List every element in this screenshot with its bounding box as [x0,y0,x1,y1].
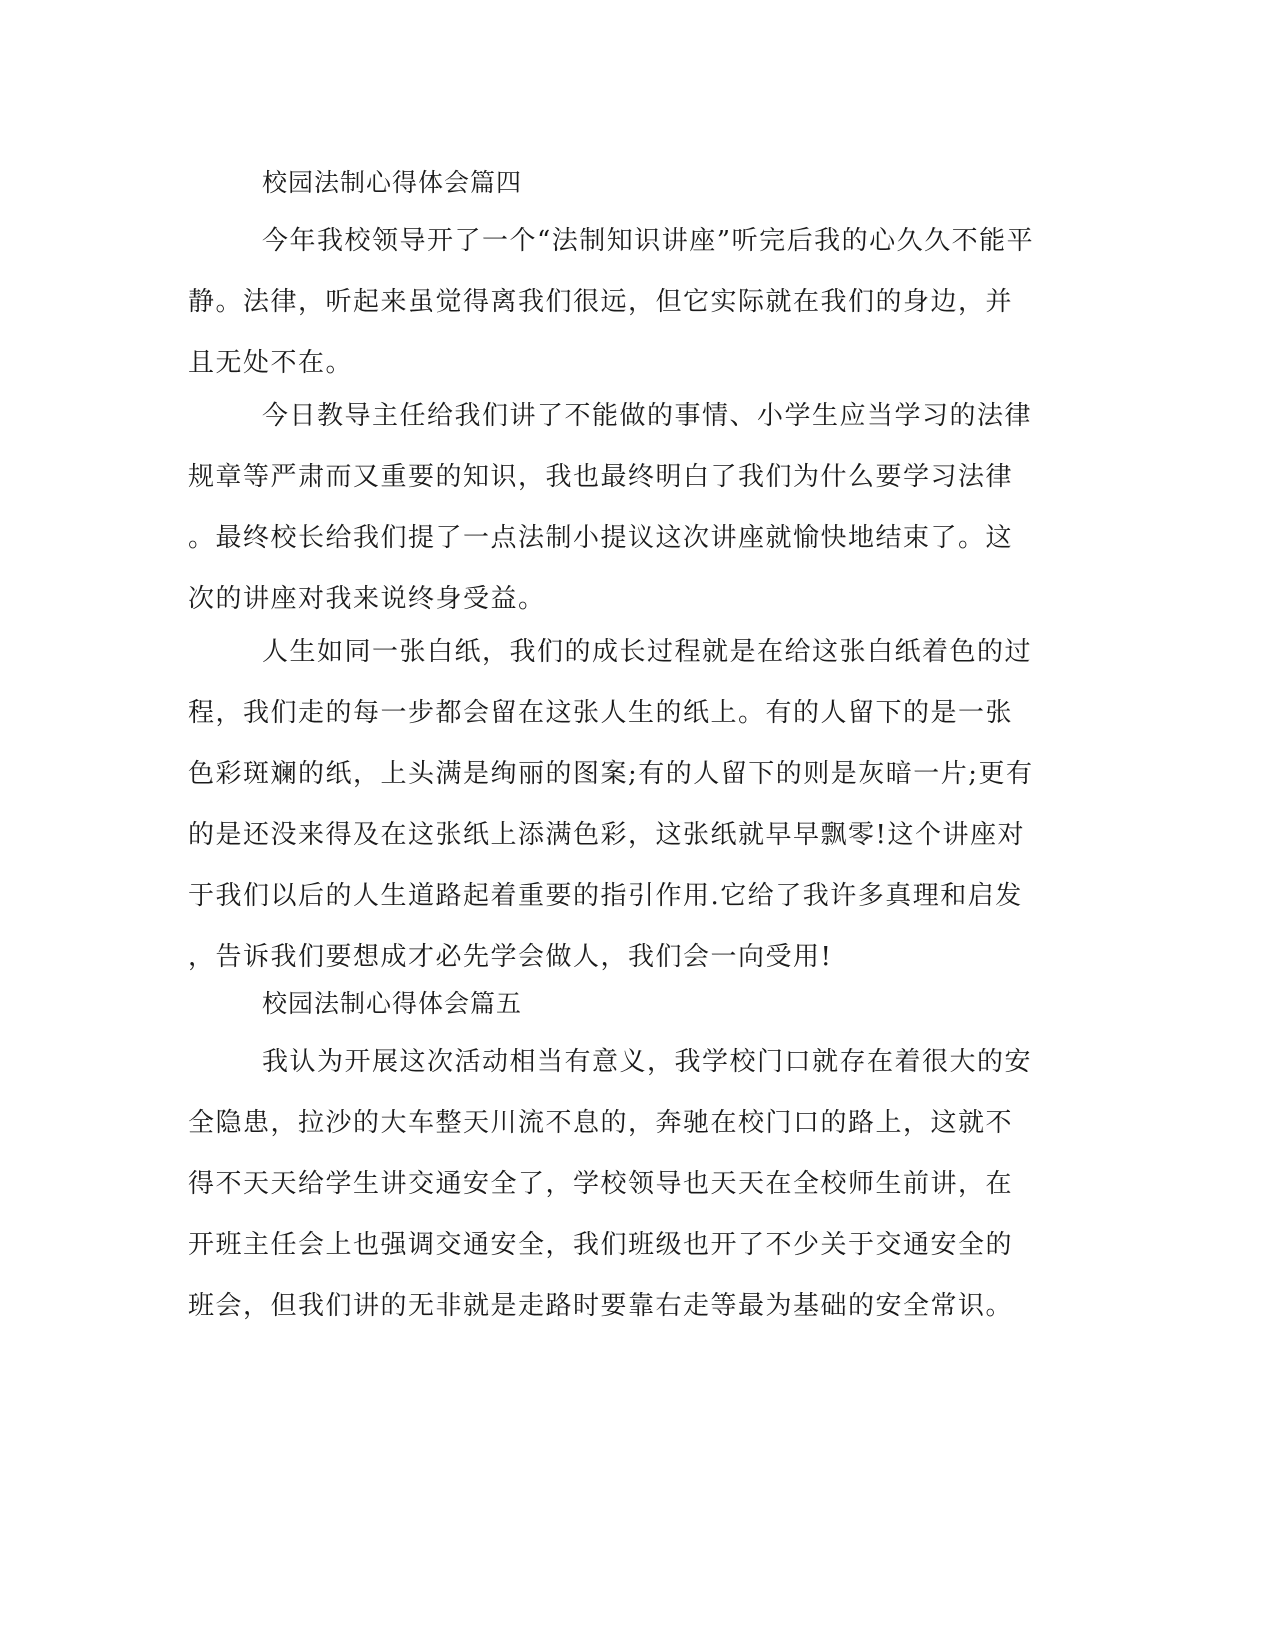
paragraph [188,1032,1068,1337]
paragraph-line: 我认为开展这次活动相当有意义，我学校门口就存在着很大的安 [262,1047,1033,1077]
paragraph-line: 且无处不在。 [188,348,354,378]
paragraph-line: 今年我校领导开了一个“法制知识讲座”听完后我的心久久不能平 [262,226,1035,256]
heading-text: 校园法制心得体会篇四 [262,168,523,197]
paragraph-line: 静。法律，听起来虽觉得离我们很远，但它实际就在我们的身边，并 [188,287,1014,317]
paragraph-line: 于我们以后的人生道路起着重要的指引作用.它给了我许多真理和启发 [188,881,1023,911]
paragraph-line: 人生如同一张白纸，我们的成长过程就是在给这张白纸着色的过 [262,637,1033,667]
paragraph-line: 得不天天给学生讲交通安全了，学校领导也天天在全校师生前讲，在 [188,1169,1014,1199]
paragraph [188,622,1068,988]
section-heading-4 [188,152,1142,213]
paragraph-line: 的是还没来得及在这张纸上添满色彩，这张纸就早早飘零!这个讲座对 [188,820,1025,850]
paragraph-line: 色彩斑斓的纸，上头满是绚丽的图案;有的人留下的则是灰暗一片;更有 [188,759,1034,789]
paragraph-line: 规章等严肃而又重要的知识，我也最终明白了我们为什么要学习法律 [188,462,1014,492]
heading-text: 校园法制心得体会篇五 [262,989,523,1018]
paragraph-line: ，告诉我们要想成才必先学会做人，我们会一向受用! [188,942,833,972]
paragraph-line: 今日教导主任给我们讲了不能做的事情、小学生应当学习的法律 [262,401,1033,431]
paragraph-line: 开班主任会上也强调交通安全，我们班级也开了不少关于交通安全的 [188,1230,1014,1260]
paragraph-line: 程，我们走的每一步都会留在这张人生的纸上。有的人留下的是一张 [188,698,1014,728]
paragraph [188,386,1068,630]
paragraph-line: 。最终校长给我们提了一点法制小提议这次讲座就愉快地结束了。这 [188,523,1014,553]
paragraph-line: 次的讲座对我来说终身受益。 [188,584,546,614]
paragraph-line: 全隐患，拉沙的大车整天川流不息的，奔驰在校门口的路上，这就不 [188,1108,1014,1138]
section-heading-5 [188,973,1142,1034]
paragraph-line: 班会，但我们讲的无非就是走路时要靠右走等最为基础的安全常识。 [188,1291,1014,1321]
paragraph [188,211,1068,394]
